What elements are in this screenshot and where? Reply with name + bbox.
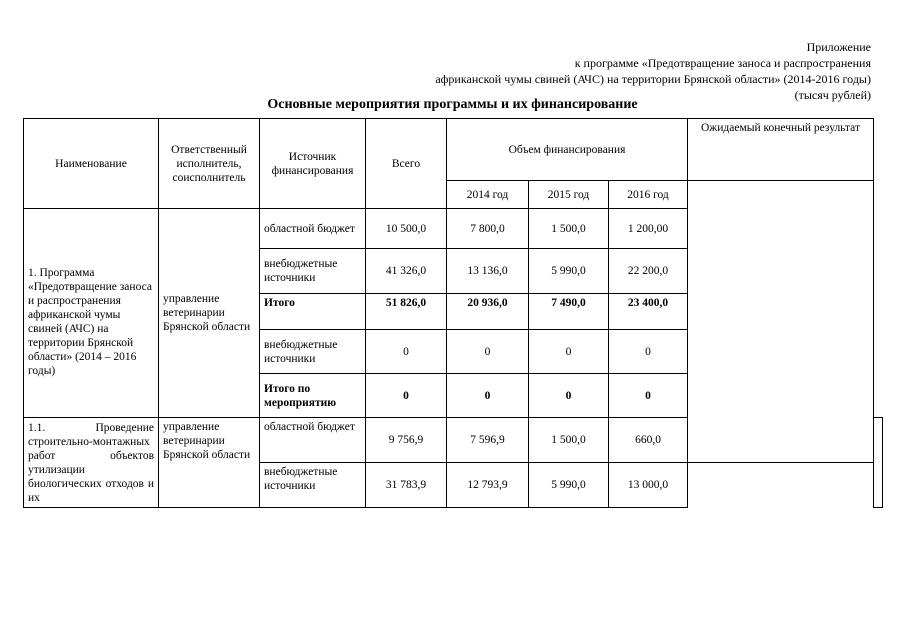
col-header-executor: Ответственный исполнитель, соисполнитель: [159, 119, 260, 209]
total-cell: 0: [366, 374, 447, 418]
source-cell: внебюджетные источники: [260, 463, 366, 508]
item-executor: управление ветеринарии Брянской области: [159, 418, 260, 508]
units-note: (тысяч рублей): [794, 88, 871, 102]
source-cell: Итого по мероприятию: [260, 374, 366, 418]
col-header-volume: Объем финансирования: [447, 119, 688, 181]
value-2014: 12 793,9: [447, 463, 529, 508]
appendix-label: Приложение: [806, 40, 871, 54]
total-cell: 9 756,9: [366, 418, 447, 463]
header-row: [24, 119, 883, 181]
value-2014: 0: [447, 330, 529, 374]
program-reference-cont: африканской чумы свиней (АЧС) на территории Брянской области» (2014-2016 годы): [435, 72, 871, 86]
value-2014: 13 136,0: [447, 249, 529, 294]
value-2014: 0: [447, 374, 529, 418]
col-header-total: Всего: [366, 119, 447, 209]
page-title: Основные мероприятия программы и их финансирование: [267, 97, 638, 112]
financing-table: [23, 118, 883, 508]
value-2015: 1 500,0: [529, 418, 609, 463]
source-cell: внебюджетные источники: [260, 330, 366, 374]
program-executor: управление ветеринарии Брянской области: [159, 209, 260, 418]
value-2016: 22 200,0: [609, 249, 688, 294]
value-2015: 5 990,0: [529, 249, 609, 294]
value-2016: 13 000,0: [609, 463, 688, 508]
value-2014: 20 936,0: [447, 294, 529, 330]
value-2016: 1 200,00: [609, 209, 688, 249]
col-header-2014: 2014 год: [447, 181, 529, 209]
value-2015: 5 990,0: [529, 463, 609, 508]
total-cell: 10 500,0: [366, 209, 447, 249]
value-2014: 7 596,9: [447, 418, 529, 463]
total-cell: 41 326,0: [366, 249, 447, 294]
result-empty-cell: [688, 181, 874, 463]
source-cell: внебюджетные источники: [260, 249, 366, 294]
source-cell: областной бюджет: [260, 209, 366, 249]
item-name-text: 1.1. Проведение строительно-монтажных работ объектов утилизации биологических отходов и их: [28, 422, 154, 504]
item-name: [24, 418, 159, 508]
col-header-2016: 2016 год: [609, 181, 688, 209]
value-2014: 7 800,0: [447, 209, 529, 249]
source-cell: областной бюджет: [260, 418, 366, 463]
col-header-2015: 2015 год: [529, 181, 609, 209]
program-name: 1. Программа «Предотвращение заноса и распространения африканской чумы свиней (АЧС) на территории Брянской области» (2014 – 2016 годы): [24, 209, 159, 418]
program-reference: к программе «Предотвращение заноса и распространения: [574, 56, 871, 70]
value-2015: 1 500,0: [529, 209, 609, 249]
value-2015: 7 490,0: [529, 294, 609, 330]
col-header-name: Наименование: [24, 119, 159, 209]
col-header-source: Источник финансирования: [260, 119, 366, 209]
value-2015: 0: [529, 330, 609, 374]
value-2016: 0: [609, 330, 688, 374]
col-header-result: Ожидаемый конечный результат: [688, 119, 874, 181]
value-2015: 0: [529, 374, 609, 418]
source-cell: Итого: [260, 294, 366, 330]
value-2016: 660,0: [609, 418, 688, 463]
total-cell: 0: [366, 330, 447, 374]
value-2016: 23 400,0: [609, 294, 688, 330]
value-2016: 0: [609, 374, 688, 418]
total-cell: 31 783,9: [366, 463, 447, 508]
total-cell: 51 826,0: [366, 294, 447, 330]
item-result: [874, 418, 883, 508]
